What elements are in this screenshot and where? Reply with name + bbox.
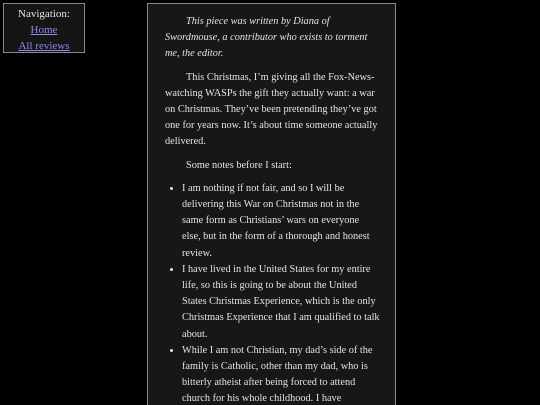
article-paragraph: This Christmas, I’m giving all the Fox-News-watching WASPs the gift they actually want: a war on Christmas. They’ve been pretending they’ve got one for years now. It’s about time someone actually delivered. [165,71,378,148]
navigation-box [3,3,85,53]
list-item: • While I am not Christian, my dad’s side of the family is Catholic, other than my dad, who is bitterly atheist after being forced to attend church for his whole childhood. I have [182,343,380,405]
article-intro: This piece was written by Diana of Swordmouse, a contributor who exists to torment me, the editor. [165,16,368,60]
list-item: • I am nothing if not fair, and so I will be delivering this War on Christmas not in the same form as Christians’ wars on everyone else, but in the form of a thorough and honest review. [182,181,380,262]
nav-link-all-reviews[interactable]: All reviews [18,40,70,52]
navigation-title: Navigation: [18,8,70,20]
nav-link-home[interactable]: Home [30,24,58,36]
notes-list [165,181,380,405]
list-item: • I have lived in the United States for my entire life, so this is going to be about the United States Christmas Experience, which is the only Christmas Experience that I am qualified to talk about. [182,262,380,343]
article-panel [147,3,396,405]
article-paragraph: Some notes before I start: [186,159,292,171]
